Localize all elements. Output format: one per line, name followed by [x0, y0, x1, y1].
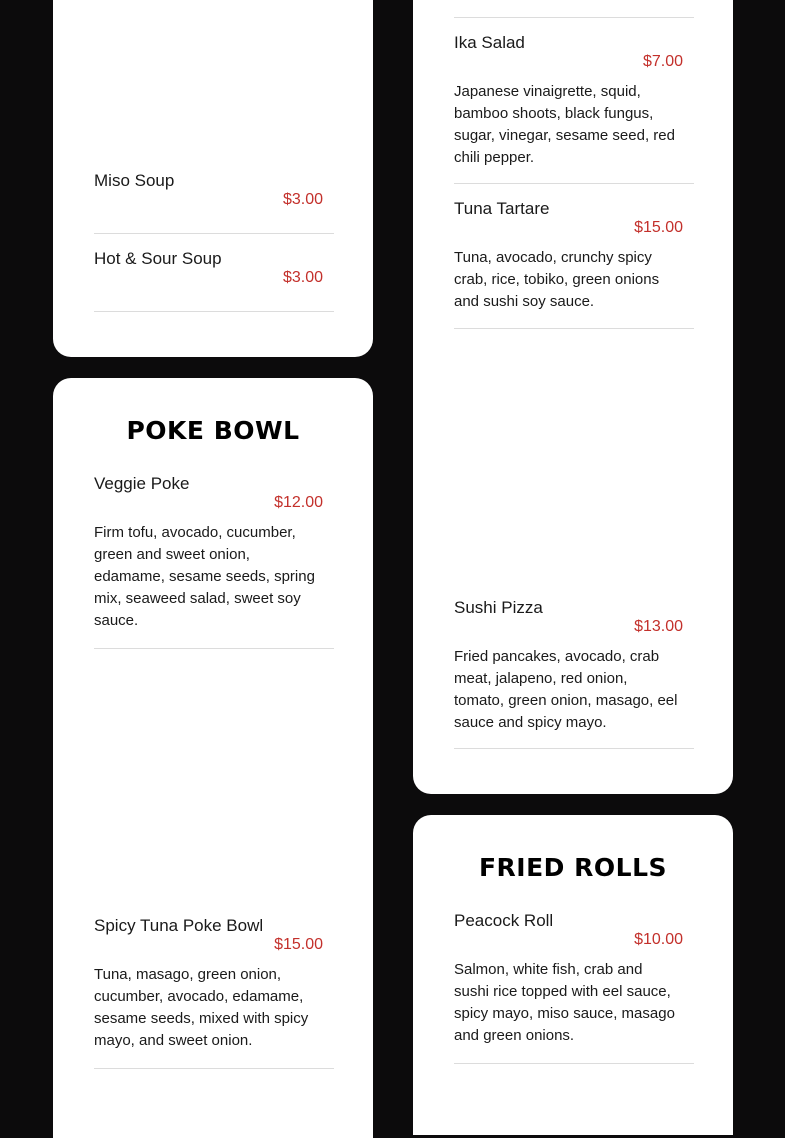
item-name: Spicy Tuna Poke Bowl — [94, 916, 264, 935]
item-name: Tuna Tartare — [454, 199, 550, 218]
item-price: $13.00 — [634, 618, 683, 635]
divider — [454, 1063, 694, 1064]
divider — [94, 648, 334, 649]
poke-bowl-menu-card — [53, 378, 373, 1138]
item-name: Peacock Roll — [454, 911, 554, 930]
divider — [94, 233, 334, 234]
item-name: Ika Salad — [454, 33, 525, 52]
item-description: Fried pancakes, avocado, crab meat, jalapeno, red onion, tomato, green onion, masago, eel sauce and spicy mayo. — [454, 648, 678, 731]
item-name: Hot & Sour Soup — [94, 249, 222, 268]
soup-menu-card — [53, 0, 373, 357]
item-description: Japanese vinaigrette, squid, bamboo shoots, black fungus, sugar, vinegar, sesame seed, red chili pepper. — [454, 83, 675, 166]
divider — [94, 1068, 334, 1069]
item-description: Salmon, white fish, crab and sushi rice topped with eel sauce, spicy mayo, miso sauce, masago and green onions. — [454, 961, 675, 1044]
item-name: Miso Soup — [94, 171, 175, 190]
section-title: FRIED ROLLS — [478, 853, 668, 882]
item-price: $15.00 — [634, 219, 683, 236]
divider — [454, 748, 694, 749]
item-price: $10.00 — [634, 931, 683, 948]
item-name: Sushi Pizza — [454, 598, 543, 617]
item-price: $7.00 — [642, 53, 683, 70]
item-description: Tuna, masago, green onion, cucumber, avocado, edamame, sesame seeds, mixed with spicy mayo, and sweet onion. — [94, 966, 309, 1049]
divider — [454, 17, 694, 18]
divider — [454, 328, 694, 329]
section-title: POKE BOWL — [126, 416, 300, 445]
fried-rolls-menu-card — [413, 815, 733, 1135]
item-name: Veggie Poke — [94, 474, 190, 493]
divider — [94, 311, 334, 312]
item-description: Tuna, avocado, crunchy spicy crab, rice, tobiko, green onions and sushi soy sauce. — [454, 249, 660, 310]
appetizer-menu-card — [413, 0, 733, 794]
item-price: $12.00 — [274, 494, 323, 511]
item-description: Firm tofu, avocado, cucumber, green and sweet onion, edamame, sesame seeds, spring mix, seaweed salad, sweet soy sauce. — [94, 524, 315, 629]
item-price: $3.00 — [282, 191, 323, 208]
divider — [454, 183, 694, 184]
item-price: $15.00 — [274, 936, 323, 953]
item-price: $3.00 — [282, 269, 323, 286]
